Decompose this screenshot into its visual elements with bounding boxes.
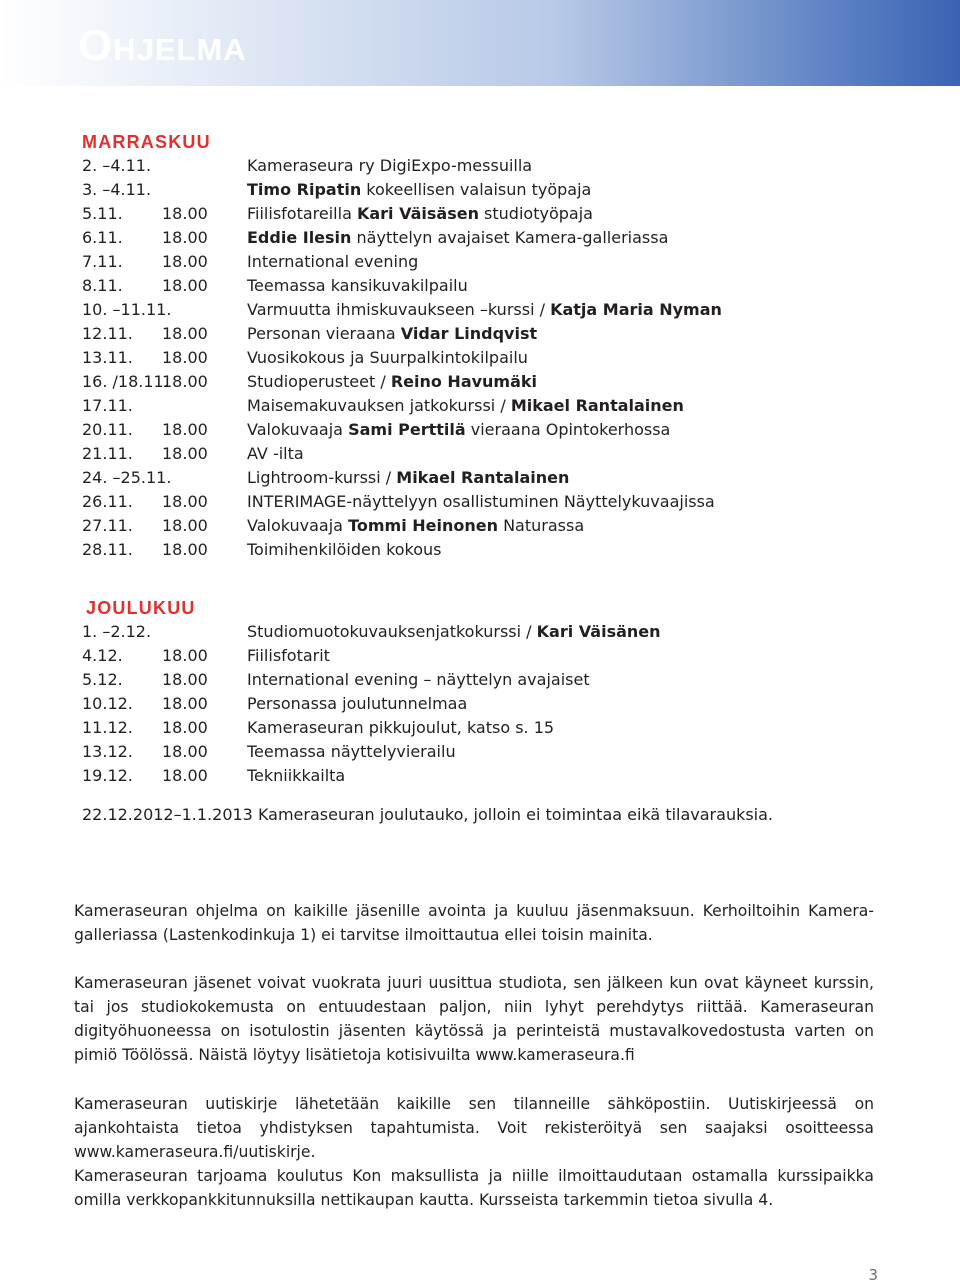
event-date: 10. –11.11. (82, 300, 172, 319)
event-description (247, 178, 922, 202)
event-row (82, 418, 922, 442)
event-date: 12.11. (82, 324, 133, 343)
event-time: 18.00 (162, 324, 208, 343)
event-text: Vuosikokous ja Suurpalkintokilpailu (247, 348, 528, 367)
event-description (247, 466, 922, 490)
event-text: Personassa joulutunnelmaa (247, 694, 468, 713)
event-text: näyttelyn avajaiset Kamera-galleriassa (351, 228, 669, 247)
event-description (247, 202, 922, 226)
event-person-name: Reino Havumäki (390, 372, 538, 391)
event-text: Varmuutta ihmiskuvaukseen –kurssi / (247, 300, 551, 319)
event-person-name: Timo Ripatin (247, 180, 362, 199)
event-time: 18.00 (162, 742, 208, 761)
event-description (247, 514, 922, 538)
event-row (82, 764, 922, 788)
event-text: Valokuvaaja (247, 516, 349, 535)
event-row (82, 394, 922, 418)
event-time: 18.00 (162, 348, 208, 367)
event-row (82, 538, 922, 562)
event-time: 18.00 (162, 252, 208, 271)
event-row (82, 716, 922, 740)
event-description (247, 644, 922, 668)
event-date: 2. –4.11. (82, 156, 152, 175)
event-person-name: Mikael Rantalainen (396, 468, 570, 487)
event-date: 20.11. (82, 420, 133, 439)
event-time: 18.00 (162, 372, 208, 391)
event-row (82, 226, 922, 250)
event-time (162, 178, 247, 202)
event-person-name: Kari Väisänen (536, 622, 661, 641)
event-time: 18.00 (162, 646, 208, 665)
event-date: 6.11. (82, 228, 123, 247)
event-time: 18.00 (162, 540, 208, 559)
event-date: 3. –4.11. (82, 180, 152, 199)
event-date: 19.12. (82, 766, 133, 785)
event-description (247, 692, 922, 716)
event-description (247, 298, 922, 322)
event-date: 10.12. (82, 694, 133, 713)
event-time: 18.00 (162, 766, 208, 785)
event-row (82, 154, 922, 178)
event-time: 18.00 (162, 228, 208, 247)
event-text: vieraana Opintokerhossa (465, 420, 671, 439)
event-person-name: Sami Perttilä (348, 420, 466, 439)
event-time: 18.00 (162, 204, 208, 223)
event-text: Studiomuotokuvauksenjatkokurssi / (247, 622, 537, 641)
event-time: 18.00 (162, 516, 208, 535)
event-text: AV -ilta (247, 444, 304, 463)
event-date: 13.11. (82, 348, 133, 367)
event-text: Kameraseura ry DigiExpo-messuilla (247, 156, 533, 175)
event-time: 18.00 (162, 276, 208, 295)
info-paragraph-newsletter: Kameraseuran uutiskirje lähetetään kaikille sen tilanneille sähköpostiin. Uutiskirjeessä on ajankohtaista tietoa yhdistyksen tapahtumista. Voit rekisteröityä sen saajaksi osoitteessa www.kameraseura.fi/uutiskirje. (74, 1095, 874, 1161)
event-text: Valokuvaaja (247, 420, 349, 439)
info-paragraph-courses: Kameraseuran tarjoama koulutus Kon maksullista ja niille ilmoittaudutaan ostamalla kurssipaikka omilla verkkopankkitunnuksilla nettikaupan kautta. Kursseista tarkemmin tietoa sivulla 4. (74, 1167, 874, 1209)
event-row (82, 466, 922, 490)
event-text: Personan vieraana (247, 324, 401, 343)
event-description (247, 716, 922, 740)
event-time (162, 466, 247, 490)
event-date: 21.11. (82, 444, 133, 463)
event-person-name: Vidar Lindqvist (400, 324, 538, 343)
event-person-name: Tommi Heinonen (348, 516, 498, 535)
event-person-name: Kari Väisäsen (356, 204, 479, 223)
event-date: 5.12. (82, 670, 123, 689)
event-text: Teemassa kansikuvakilpailu (247, 276, 468, 295)
event-row (82, 692, 922, 716)
event-text: Teemassa näyttelyvierailu (247, 742, 456, 761)
event-text: Fiilisfotareilla (247, 204, 357, 223)
event-description (247, 154, 922, 178)
page-header-band (0, 0, 960, 86)
event-text: International evening – näyttelyn avajaiset (247, 670, 590, 689)
event-schedule (82, 130, 922, 788)
page-title: Ohjelma (78, 21, 247, 70)
event-row (82, 644, 922, 668)
event-row (82, 620, 922, 644)
event-text: Toimihenkilöiden kokous (247, 540, 442, 559)
event-text: Fiilisfotarit (247, 646, 330, 665)
event-time (162, 620, 247, 644)
event-description (247, 442, 922, 466)
event-text: studiotyöpaja (478, 204, 593, 223)
event-row (82, 370, 922, 394)
info-paragraph-studio: Kameraseuran jäsenet voivat vuokrata juuri uusittua studiota, sen jälkeen kun ovat käyneet kurssin, tai jos studiokokemusta on entuudestaan paljon, niin lyhyt perehdytys riittää. Kameraseuran digityöhuoneessa on isotulostin jäsenten käytössä ja perinteistä mustavalkovedostusta varten on pimiö Töölössä. Näistä löytyy lisätietoja kotisivuilta www.kameraseura.fi (74, 974, 874, 1064)
event-description (247, 740, 922, 764)
event-row (82, 442, 922, 466)
event-row (82, 740, 922, 764)
event-description (247, 322, 922, 346)
event-description (247, 418, 922, 442)
event-row (82, 514, 922, 538)
event-row (82, 490, 922, 514)
event-row (82, 274, 922, 298)
event-date: 11.12. (82, 718, 133, 737)
event-person-name: Katja Maria Nyman (550, 300, 722, 319)
event-text: Kameraseuran pikkujoulut, katso s. 15 (247, 718, 555, 737)
event-time: 18.00 (162, 420, 208, 439)
event-date: 8.11. (82, 276, 123, 295)
event-date: 16. /18.11. (82, 372, 169, 391)
event-time: 18.00 (162, 718, 208, 737)
event-description (247, 394, 922, 418)
event-row (82, 346, 922, 370)
event-date: 7.11. (82, 252, 123, 271)
event-date: 28.11. (82, 540, 133, 559)
event-time (162, 298, 247, 322)
event-date: 5.11. (82, 204, 123, 223)
event-text: kokeellisen valaisun työpaja (361, 180, 592, 199)
event-text: Tekniikkailta (247, 766, 346, 785)
event-person-name: Eddie Ilesin (247, 228, 352, 247)
page-number: 3 (868, 1266, 878, 1284)
event-row (82, 202, 922, 226)
event-date: 1. –2.12. (82, 622, 152, 641)
event-description (247, 250, 922, 274)
event-description (247, 764, 922, 788)
event-text: Maisemakuvauksen jatkokurssi / (247, 396, 511, 415)
event-time (162, 394, 247, 418)
event-time: 18.00 (162, 694, 208, 713)
event-date: 17.11. (82, 396, 133, 415)
event-date: 27.11. (82, 516, 133, 535)
event-text: Naturassa (498, 516, 585, 535)
month-heading: MARRASKUU (82, 132, 211, 152)
event-description (247, 490, 922, 514)
event-time: 18.00 (162, 670, 208, 689)
event-description (247, 538, 922, 562)
event-description (247, 620, 922, 644)
event-row (82, 178, 922, 202)
event-date: 24. –25.11. (82, 468, 172, 487)
event-date: 13.12. (82, 742, 133, 761)
event-description (247, 346, 922, 370)
event-description (247, 274, 922, 298)
event-text: Lightroom-kurssi / (247, 468, 397, 487)
event-row (82, 668, 922, 692)
info-paragraph-membership: Kameraseuran ohjelma on kaikille jäsenille avointa ja kuuluu jäsenmaksuun. Kerhoiltoihin Kamera-galleriassa (Lastenkodinkuja 1) ei tarvitse ilmoittautua ellei toisin mainita. (74, 902, 874, 944)
event-row (82, 250, 922, 274)
event-description (247, 370, 922, 394)
month-heading: JOULUKUU (86, 598, 196, 618)
event-person-name: Mikael Rantalainen (510, 396, 684, 415)
event-time: 18.00 (162, 492, 208, 511)
event-row (82, 322, 922, 346)
event-text: Studioperusteet / (247, 372, 391, 391)
holiday-note: 22.12.2012–1.1.2013 Kameraseuran joulutauko, jolloin ei toimintaa eikä tilavarauksia. (82, 805, 774, 824)
event-date: 4.12. (82, 646, 123, 665)
event-description (247, 226, 922, 250)
event-text: International evening (247, 252, 419, 271)
event-date: 26.11. (82, 492, 133, 511)
event-text: INTERIMAGE-näyttelyyn osallistuminen Näyttelykuvaajissa (247, 492, 715, 511)
event-time: 18.00 (162, 444, 208, 463)
event-row (82, 298, 922, 322)
event-time (162, 154, 247, 178)
event-description (247, 668, 922, 692)
